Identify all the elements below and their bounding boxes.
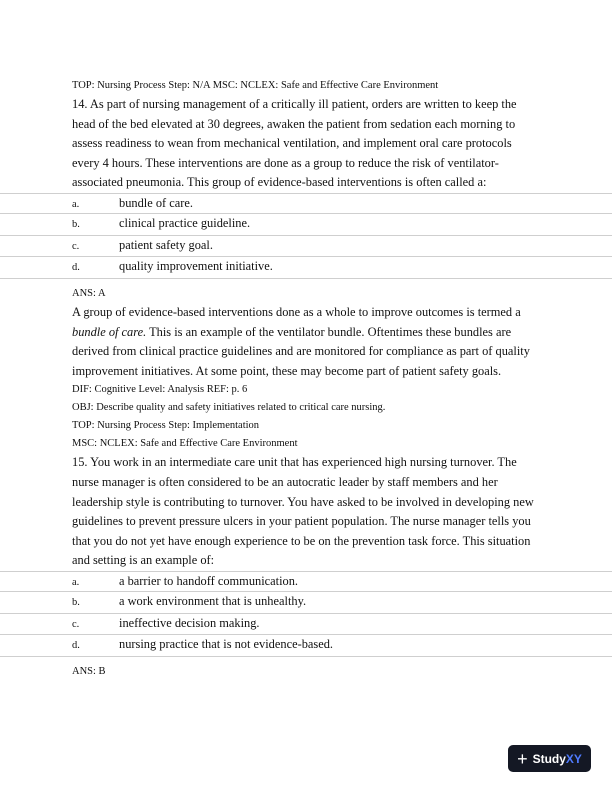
- option-text: a barrier to handoff communication.: [119, 573, 299, 588]
- question-stem: 14. As part of nursing management of a critically ill patient, orders are written to keep the head of the bed elevated at 30 degrees, awaken the patient from sedation each morning to assess readiness to wean from mechanical ventilation, and implement oral care protocols every 4 hours. These interventions are done as a group to reduce the risk of ventilator-associated pneumonia. This group of evidence-based interventions is often called a:: [72, 97, 517, 190]
- topic-meta: TOP: Nursing Process Step: Implementation: [72, 420, 260, 432]
- rationale: [72, 303, 540, 381]
- option-text: clinical practice guideline.: [119, 216, 251, 231]
- option-b: [0, 214, 612, 236]
- answer: ANS: A: [72, 287, 106, 299]
- option-a: [0, 193, 612, 215]
- rationale-term: bundle of care.: [72, 324, 147, 339]
- option-c: [0, 614, 612, 636]
- options-list: [0, 571, 612, 657]
- option-letter: c.: [72, 240, 80, 252]
- option-text: nursing practice that is not evidence-based.: [119, 637, 334, 652]
- document-page: [72, 77, 540, 681]
- options-list: [0, 193, 612, 279]
- option-letter: d.: [72, 262, 80, 274]
- option-d: [0, 257, 612, 279]
- difficulty-meta: DIF: Cognitive Level: Analysis REF: p. 6: [72, 384, 248, 396]
- option-letter: d.: [72, 640, 80, 652]
- answer: ANS: B: [72, 665, 106, 677]
- brand-main: Study: [532, 751, 566, 766]
- rationale-text: A group of evidence-based interventions done as a whole to improve outcomes is termed a: [72, 304, 521, 319]
- option-text: a work environment that is unhealthy.: [119, 594, 307, 609]
- top-meta: TOP: Nursing Process Step: N/A MSC: NCLEX: Safe and Effective Care Environment: [72, 80, 439, 91]
- option-a: [0, 571, 612, 593]
- question-14: [72, 95, 540, 453]
- rationale-text: This is an example of the ventilator bundle. Oftentimes these bundles are derived from clinical practice guidelines and are monitored for compliance as part of quality improvement initiatives. At some point, these may become part of patient safety goals.: [72, 324, 530, 378]
- option-text: quality improvement initiative.: [119, 259, 273, 274]
- question-stem: 15. You work in an intermediate care unit that has experienced high nursing turnover. The nurse manager is often considered to be an autocratic leader by staff members and her leadership style is contributing to turnover. You have asked to be involved in developing new guidelines to prevent pressure ulcers in your patient population. The nurse manager tells you that you do not yet have enough experience to be on the prevention task force. This situation and setting is an example of:: [72, 455, 534, 568]
- option-letter: c.: [72, 618, 80, 630]
- msc-meta: MSC: NCLEX: Safe and Effective Care Environment: [72, 438, 298, 450]
- option-letter: b.: [72, 219, 80, 231]
- studyxy-badge[interactable]: [508, 745, 591, 772]
- option-letter: a.: [72, 576, 80, 588]
- option-text: bundle of care.: [119, 195, 193, 210]
- plus-icon: +: [517, 748, 528, 769]
- option-b: [0, 592, 612, 614]
- option-text: patient safety goal.: [119, 237, 213, 252]
- option-letter: b.: [72, 597, 80, 609]
- question-15: [72, 453, 540, 681]
- objective-meta: OBJ: Describe quality and safety initiatives related to critical care nursing.: [72, 402, 386, 414]
- option-text: ineffective decision making.: [119, 615, 260, 630]
- brand-accent: XY: [565, 751, 582, 766]
- option-c: [0, 236, 612, 258]
- option-letter: a.: [72, 198, 80, 210]
- option-d: [0, 635, 612, 657]
